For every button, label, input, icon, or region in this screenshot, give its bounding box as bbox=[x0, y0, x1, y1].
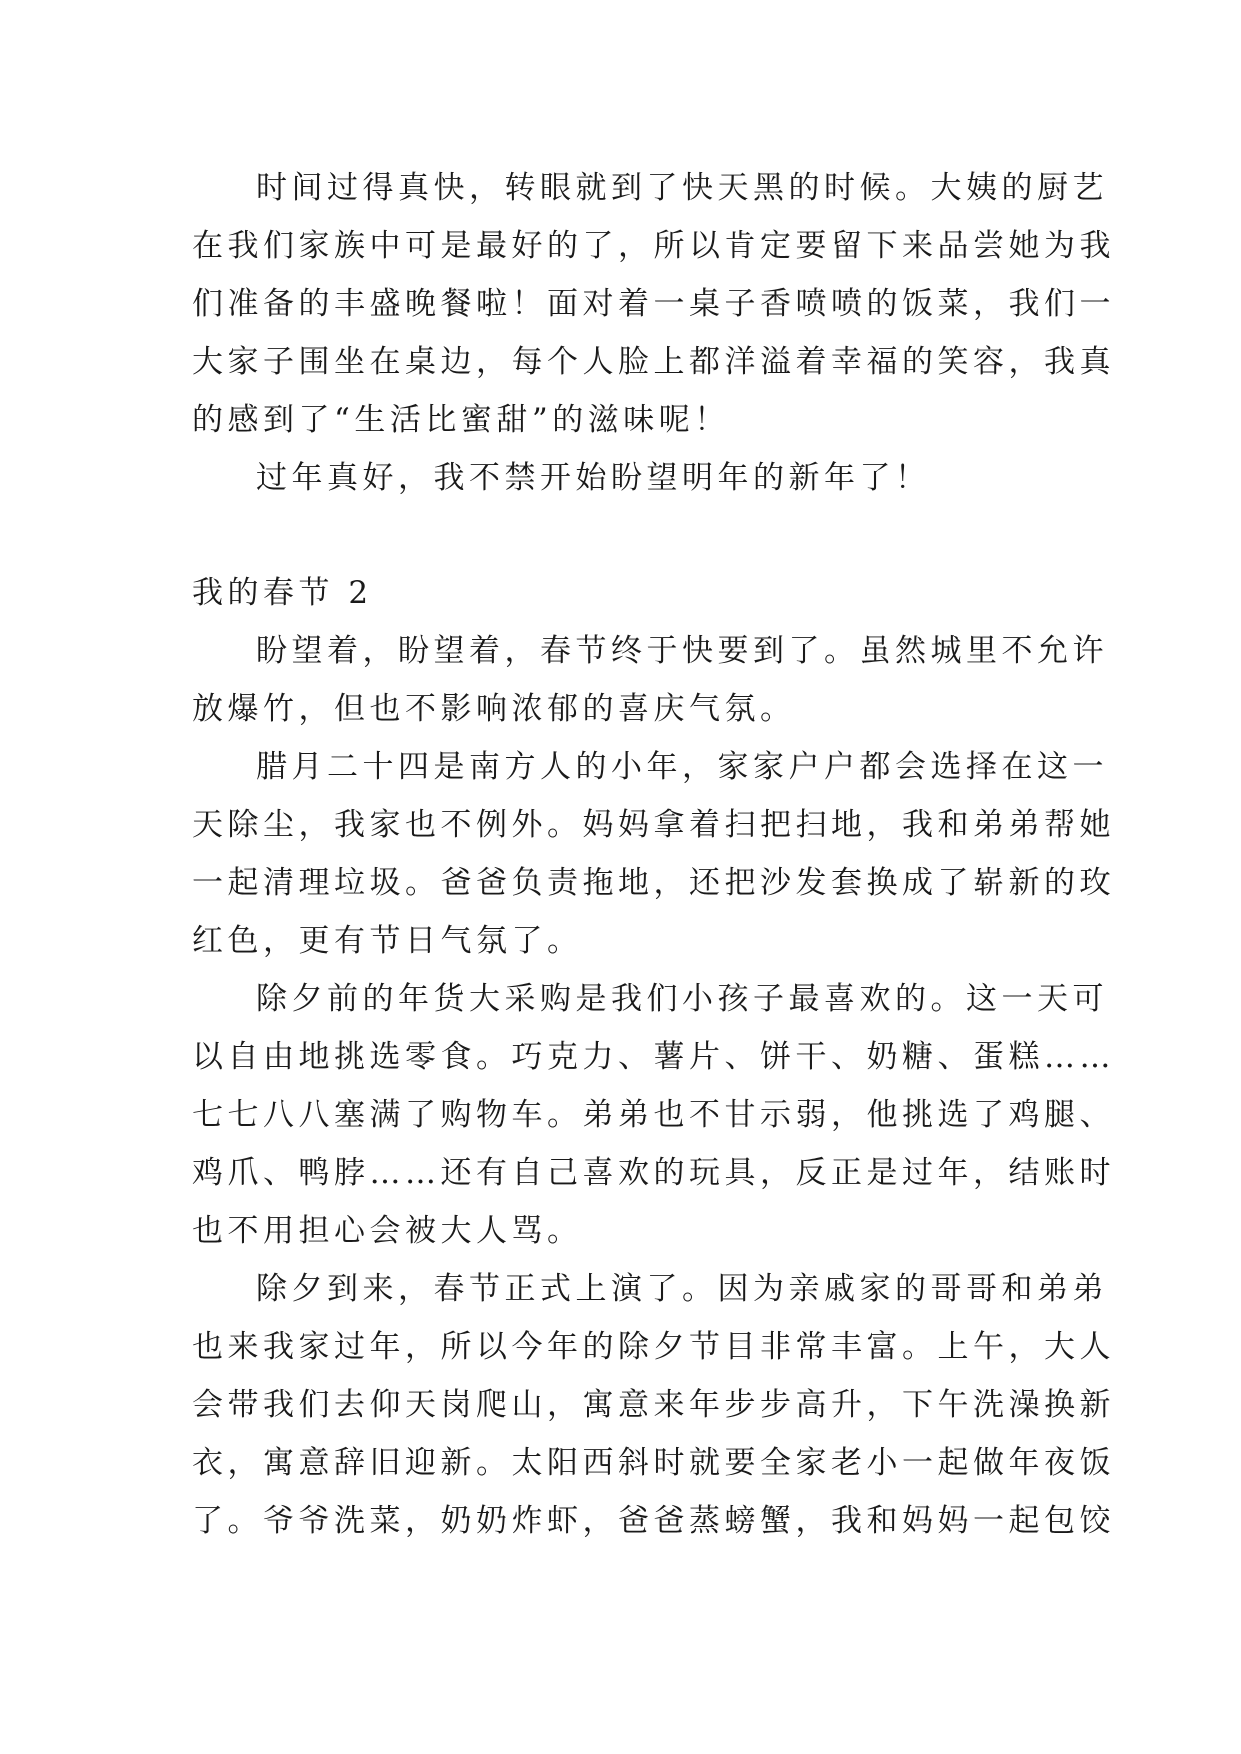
text-line: 除夕前的年货大采购是我们小孩子最喜欢的。这一天可 bbox=[256, 981, 1108, 1017]
text-line: 也来我家过年，所以今年的除夕节目非常丰富。上午，大人 bbox=[192, 1329, 1115, 1365]
text-line: 过年真好，我不禁开始盼望明年的新年了！ bbox=[256, 460, 931, 496]
text-line: 了。爷爷洗菜，奶奶炸虾，爸爸蒸螃蟹，我和妈妈一起包饺 bbox=[192, 1503, 1115, 1539]
text-line: 红色，更有节日气氛了。 bbox=[192, 923, 583, 959]
text-line: 腊月二十四是南方人的小年，家家户户都会选择在这一 bbox=[256, 749, 1108, 785]
text-line: 以自由地挑选零食。巧克力、薯片、饼干、奶糖、蛋糕…… bbox=[192, 1039, 1115, 1075]
text-line: 鸡爪、鸭脖……还有自己喜欢的玩具，反正是过年，结账时 bbox=[192, 1155, 1115, 1191]
text-line: 时间过得真快，转眼就到了快天黑的时候。大姨的厨艺 bbox=[256, 170, 1108, 206]
text-line: 的感到了“生活比蜜甜”的滋味呢！ bbox=[192, 402, 730, 438]
text-line: 们准备的丰盛晚餐啦！面对着一桌子香喷喷的饭菜，我们一 bbox=[192, 286, 1115, 322]
text-line: 会带我们去仰天岗爬山，寓意来年步步高升，下午洗澡换新 bbox=[192, 1387, 1115, 1423]
text-line: 衣，寓意辞旧迎新。太阳西斜时就要全家老小一起做年夜饭 bbox=[192, 1445, 1115, 1481]
text-line: 除夕到来，春节正式上演了。因为亲戚家的哥哥和弟弟 bbox=[256, 1271, 1108, 1307]
section-title: 我的春节 2 bbox=[192, 575, 373, 611]
text-line: 大家子围坐在桌边，每个人脸上都洋溢着幸福的笑容，我真 bbox=[192, 344, 1115, 380]
text-line: 一起清理垃圾。爸爸负责拖地，还把沙发套换成了崭新的玫 bbox=[192, 865, 1115, 901]
text-line: 在我们家族中可是最好的了，所以肯定要留下来品尝她为我 bbox=[192, 228, 1115, 264]
text-line: 七七八八塞满了购物车。弟弟也不甘示弱，他挑选了鸡腿、 bbox=[192, 1097, 1115, 1133]
text-line: 放爆竹，但也不影响浓郁的喜庆气氛。 bbox=[192, 691, 796, 727]
text-line: 盼望着，盼望着，春节终于快要到了。虽然城里不允许 bbox=[256, 633, 1108, 669]
text-line: 也不用担心会被大人骂。 bbox=[192, 1213, 583, 1249]
text-line: 天除尘，我家也不例外。妈妈拿着扫把扫地，我和弟弟帮她 bbox=[192, 807, 1115, 843]
